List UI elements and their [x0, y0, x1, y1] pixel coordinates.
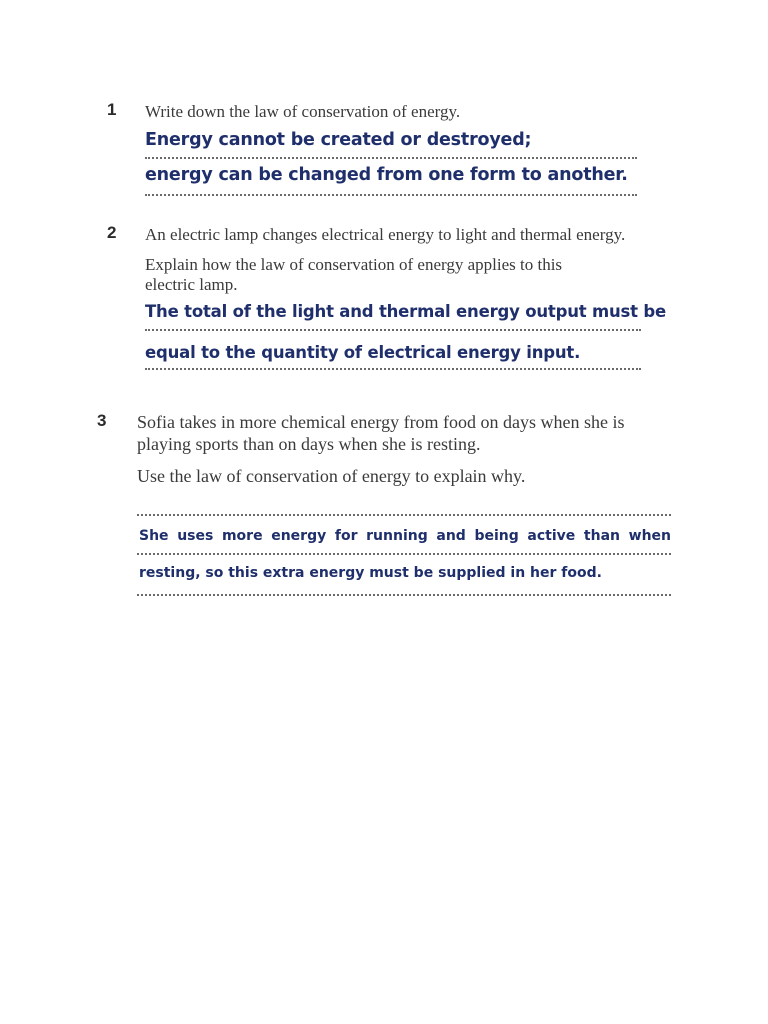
question-3-number: 3 [97, 411, 107, 430]
question-2-prompt-line-3: electric lamp. [145, 275, 238, 294]
question-3-answer-line-2: resting, so this extra energy must be supplied in her food. [139, 565, 602, 581]
question-1-answer-line-2: energy can be changed from one form to another. [145, 165, 628, 185]
question-3-answer-line-1: She uses more energy for running and being active than when [139, 528, 671, 544]
answer-line-dotted [137, 594, 671, 596]
answer-line-dotted [145, 194, 637, 196]
question-2-answer-line-1: The total of the light and thermal energy output must be [145, 302, 666, 321]
question-2-number: 2 [107, 223, 117, 242]
question-1-answer-line-1: Energy cannot be created or destroyed; [145, 130, 532, 150]
question-2-prompt-line-1: An electric lamp changes electrical energy to light and thermal energy. [145, 225, 626, 244]
question-1-prompt: Write down the law of conservation of energy. [145, 102, 461, 121]
answer-line-dotted [137, 514, 671, 516]
question-2-prompt-line-2: Explain how the law of conservation of energy applies to this [145, 255, 563, 274]
question-1-number: 1 [107, 100, 117, 119]
question-3-prompt-line-1: Sofia takes in more chemical energy from food on days when she is [137, 412, 625, 432]
answer-line-dotted [145, 368, 641, 370]
question-2-answer-line-2: equal to the quantity of electrical energy input. [145, 343, 581, 362]
answer-line-dotted [137, 553, 671, 555]
answer-line-dotted [145, 329, 641, 331]
answer-line-dotted [145, 157, 637, 159]
question-3-prompt-line-3: Use the law of conservation of energy to explain why. [137, 466, 526, 486]
question-3-prompt-line-2: playing sports than on days when she is resting. [137, 434, 481, 454]
